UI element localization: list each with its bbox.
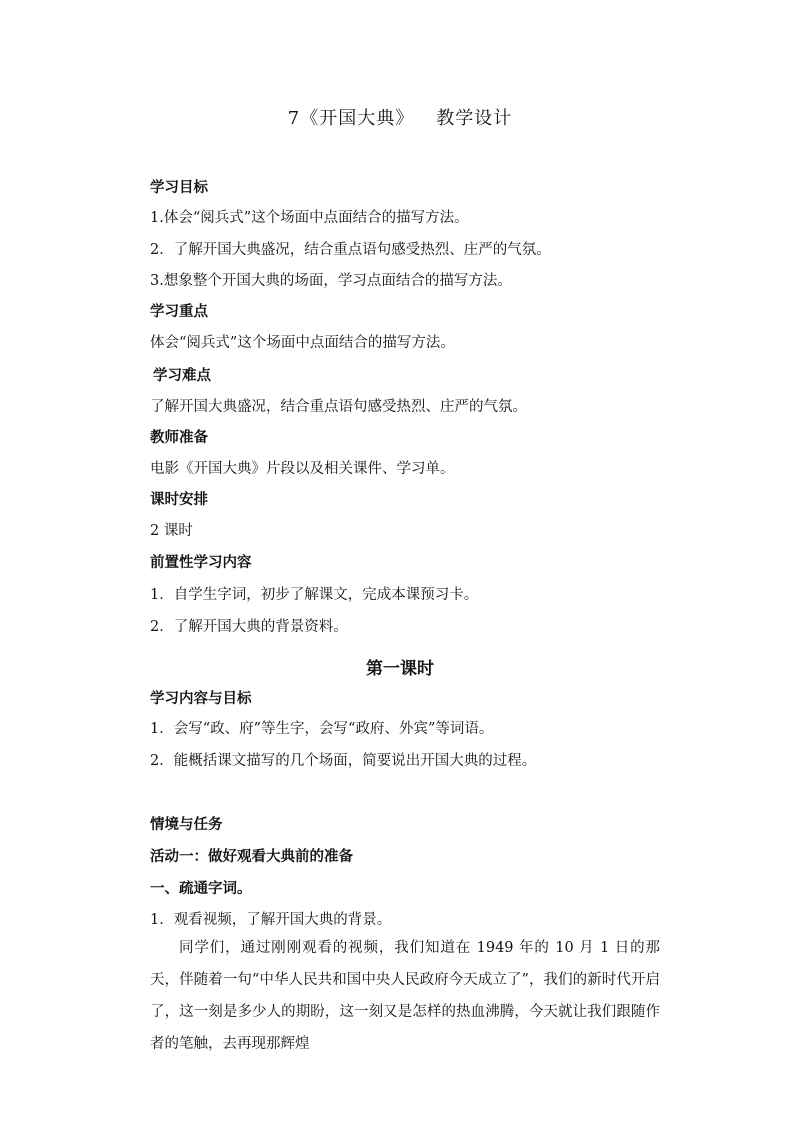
schedule-text: 2 课时 [150, 523, 193, 539]
document-title [0, 104, 800, 130]
title-sub: 教学设计 [436, 108, 513, 129]
schedule-heading: 课时安排 [150, 492, 208, 508]
pre-item-2: 2．了解开国大典的背景资料。 [150, 619, 348, 635]
goal-item-1: 1.体会“阅兵式”这个场面中点面结合的描写方法。 [150, 210, 469, 226]
pre-item-1: 1．自学生字词，初步了解课文，完成本课预习卡。 [150, 587, 479, 603]
lesson-title: 第一课时 [366, 659, 434, 679]
pre-heading: 前置性学习内容 [150, 555, 252, 571]
difficulty-heading: 学习难点 [153, 368, 211, 384]
focus-heading: 学习重点 [150, 304, 208, 320]
content-heading: 学习内容与目标 [150, 691, 252, 707]
situation-heading: 情境与任务 [150, 817, 223, 833]
body-paragraph: 同学们，通过刚刚观看的视频，我们知道在 1949 年的 10 月 1 日的那天，伴随着一句“中华人民共和国中央人民政府今天成立了”，我们的新时代开启了，这一刻是多少人的期盼，这一刻又是怎样的热血沸腾，今天就让我们跟随作者的笔触，去再现那辉煌 [150, 940, 660, 1052]
content-item-2: 2．能概括课文描写的几个场面，简要说出开国大典的过程。 [150, 753, 537, 769]
step-heading: 一、疏通字词。 [150, 881, 252, 897]
difficulty-text: 了解开国大典盛况，结合重点语句感受热烈、庄严的气氛。 [150, 399, 527, 415]
title-main: 7《开国大典》 [287, 108, 415, 129]
prep-heading: 教师准备 [150, 430, 208, 446]
step-item: 1．观看视频，了解开国大典的背景。 [150, 912, 392, 928]
activity-heading: 活动一：做好观看大典前的准备 [150, 849, 353, 865]
focus-text: 体会“阅兵式”这个场面中点面结合的描写方法。 [150, 335, 455, 351]
goals-heading: 学习目标 [150, 180, 208, 196]
goal-item-2: 2．了解开国大典盛况，结合重点语句感受热烈、庄严的气氛。 [150, 242, 551, 258]
content-item-1: 1．会写“政、府”等生字，会写“政府、外宾”等词语。 [150, 721, 494, 737]
prep-text: 电影《开国大典》片段以及相关课件、学习单。 [150, 461, 455, 477]
goal-item-3: 3.想象整个开国大典的场面，学习点面结合的描写方法。 [150, 273, 512, 289]
